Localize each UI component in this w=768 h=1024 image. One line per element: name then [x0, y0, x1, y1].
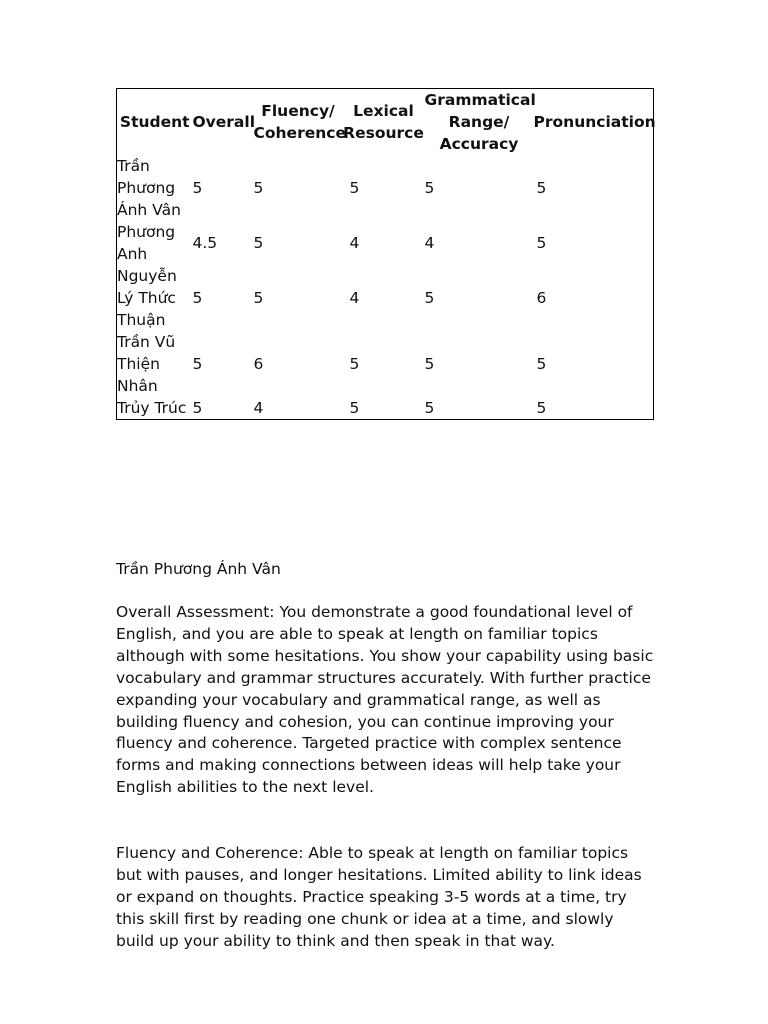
cell-pronunciation: 5: [536, 399, 547, 417]
cell-student: Trần Phương Ánh Vân: [117, 157, 181, 219]
cell-lexical: 5: [349, 399, 360, 417]
scores-table: [116, 88, 654, 420]
cell-lexical: 5: [349, 179, 360, 197]
cell-overall: 4.5: [192, 234, 218, 252]
cell-fluency: 5: [253, 289, 264, 307]
header-lexical-resource: Lexical Resource: [343, 102, 424, 142]
cell-student: Phương Anh: [117, 223, 176, 263]
cell-pronunciation: 5: [536, 179, 547, 197]
cell-fluency: 5: [253, 179, 264, 197]
table-row: [117, 331, 654, 397]
cell-pronunciation: 5: [536, 234, 547, 252]
cell-fluency: 6: [253, 355, 264, 373]
cell-fluency: 4: [253, 399, 264, 417]
table-row: [117, 397, 654, 420]
cell-pronunciation: 5: [536, 355, 547, 373]
cell-grammar: 4: [424, 234, 435, 252]
cell-pronunciation: 6: [536, 289, 547, 307]
cell-grammar: 5: [424, 399, 435, 417]
cell-grammar: 5: [424, 289, 435, 307]
cell-fluency: 5: [253, 234, 264, 252]
cell-grammar: 5: [424, 179, 435, 197]
cell-lexical: 4: [349, 289, 360, 307]
header-overall: Overall: [192, 113, 256, 131]
table-row: [117, 221, 654, 265]
cell-overall: 5: [192, 399, 203, 417]
header-student: Student: [119, 113, 190, 131]
cell-student: Trủy Trúc: [117, 399, 187, 417]
cell-lexical: 4: [349, 234, 360, 252]
table-header-row: [117, 89, 654, 156]
table-row: [117, 155, 654, 221]
cell-overall: 5: [192, 355, 203, 373]
cell-overall: 5: [192, 289, 203, 307]
document-page: [116, 88, 656, 950]
table-row: [117, 265, 654, 331]
cell-student: Trần Vũ Thiện Nhân: [117, 333, 176, 395]
overall-assessment-paragraph: Overall Assessment: You demonstrate a good foundational level of English, and you are able to speak at length on familiar topics although with some hesitations. You show your capability using basic vocabulary and grammar structures accurately. With further practice expanding your vocabulary and grammatical range, as well as building fluency and cohesion, you can continue improving your fluency and coherence. Targeted practice with complex sentence forms and making connections between ideas will help take your English abilities to the next level.: [116, 603, 654, 797]
cell-overall: 5: [192, 179, 203, 197]
student-name-heading: Trần Phương Ánh Vân: [116, 560, 281, 578]
cell-lexical: 5: [349, 355, 360, 373]
header-pronunciation: Pronunciation: [533, 113, 656, 131]
header-grammatical-range-accuracy: Grammatical Range/ Accuracy: [424, 91, 536, 153]
header-fluency-coherence: Fluency/ Coherence: [253, 102, 346, 142]
cell-grammar: 5: [424, 355, 435, 373]
cell-student: Nguyễn Lý Thức Thuận: [117, 267, 177, 329]
fluency-coherence-paragraph: Fluency and Coherence: Able to speak at length on familiar topics but with pauses, and longer hesitations. Limited ability to link ideas or expand on thoughts. Practice speaking 3-5 words at a time, try this skill first by reading one chunk or idea at a time, and slowly build up your ability to think and then speak in that way.: [116, 844, 642, 950]
